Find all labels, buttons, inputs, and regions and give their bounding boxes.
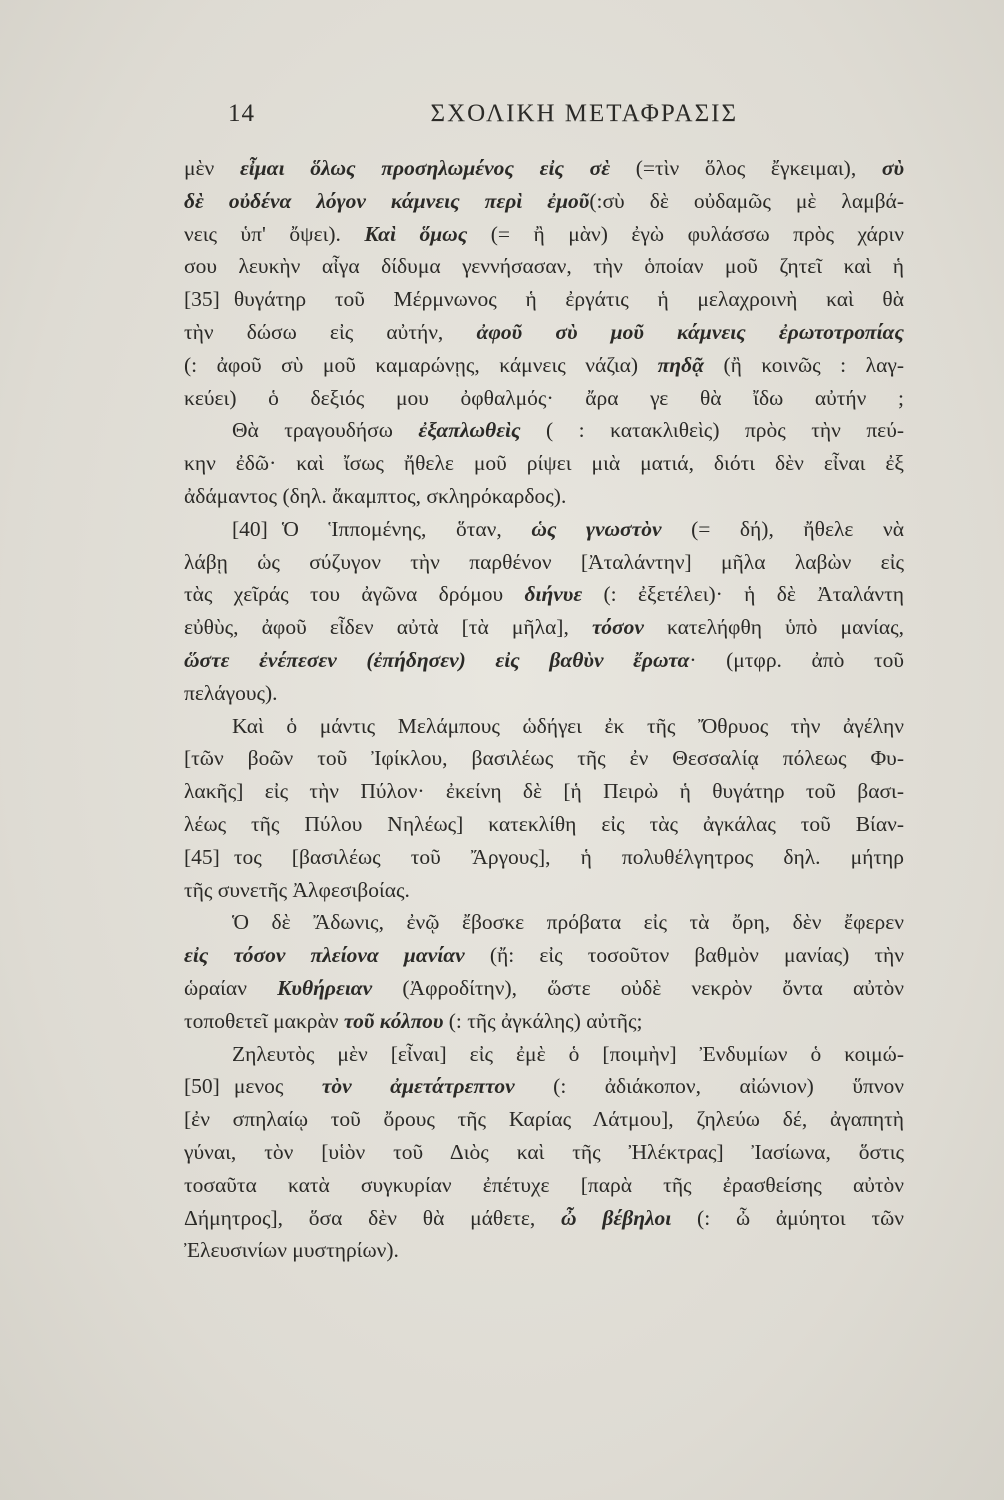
text-line <box>184 775 904 808</box>
text-segment: (= ἢ μὰν) ἐγὼ φυλάσσω πρὸς χάριν <box>467 221 904 246</box>
text-segment: ἀδάμαντος (δηλ. ἄκαμπτος, σκληρόκαρδος). <box>184 483 567 508</box>
text-segment: κην ἐδῶ· καὶ ἴσως ἤθελε μοῦ ρίψει μιὰ ματιά, διότι δὲν εἶναι ἐξ <box>184 451 904 476</box>
text-segment: Θὰ τραγουδήσω <box>232 418 419 443</box>
text-segment: (: ἐξετέλει)· ἡ δὲ Ἀταλάντη <box>582 582 904 607</box>
running-title: ΣΧΟΛΙΚΗ ΜΕΤΑΦΡΑΣΙΣ <box>430 100 738 127</box>
text-segment: λάβῃ ὡς σύζυγον τὴν παρθένον [Ἀταλάντην] μῆλα λαβὼν εἰς <box>184 549 904 574</box>
text-segment: Ζηλευτὸς μὲν [εἶναι] εἰς ἐμὲ ὁ [ποιμὴν] Ἐνδυμίων ὁ κοιμώ- <box>232 1041 904 1066</box>
text-segment: τοσαῦτα κατὰ συγκυρίαν ἐπέτυχε [παρὰ τῆς ἐρασθείσης αὐτὸν <box>184 1172 904 1197</box>
translated-phrase: ὡς γνωστὸν <box>531 516 662 541</box>
body-text <box>184 152 904 1267</box>
text-line <box>184 250 904 283</box>
text-line <box>184 710 904 743</box>
text-segment: (:σὺ δὲ οὐδαμῶς μὲ λαμβά- <box>589 188 904 213</box>
text-segment: σου λευκὴν αἶγα δίδυμα γεννήσασαν, τὴν ὁποίαν μοῦ ζητεῖ καὶ ἡ <box>184 254 904 279</box>
text-segment: (: τῆς ἀγκάλης) αὐτῆς; <box>443 1008 643 1033</box>
text-segment: (: ἀφοῦ σὺ μοῦ καμαρώνῃς, κάμνεις νάζια) <box>184 352 658 377</box>
text-segment: λέως τῆς Πύλου Νηλέως] κατεκλίθη εἰς τὰς ἀγκάλας τοῦ Βίαν- <box>184 811 904 836</box>
translated-phrase: τὸν ἀμετάτρεπτον <box>321 1074 515 1099</box>
translated-phrase: ὦ βέβηλοι <box>561 1205 672 1230</box>
text-segment: [ἐν σπηλαίῳ τοῦ ὄρους τῆς Καρίας Λάτμου], ζηλεύω δέ, ἀγαπητὴ <box>184 1107 904 1132</box>
translated-phrase: Καὶ ὅμως <box>364 221 468 246</box>
text-segment: νεις ὑπ' ὄψει). <box>184 221 365 246</box>
text-line <box>184 513 904 546</box>
text-segment: (ἢ κοινῶς : λαγ- <box>704 352 904 377</box>
text-line <box>184 1038 904 1071</box>
text-line <box>184 546 904 579</box>
translated-phrase: διήνυε <box>524 582 583 607</box>
text-line <box>184 644 904 677</box>
text-segment: κεύει) ὁ δεξιός μου ὀφθαλμός· ἄρα γε θὰ ἴδω αὐτήν ; <box>184 385 904 410</box>
text-segment: κατελήφθη ὑπὸ μανίας, <box>643 615 904 640</box>
text-line <box>184 447 904 480</box>
text-segment: τὰς χεῖράς του ἀγῶνα δρόμου <box>184 582 525 607</box>
translated-phrase: σὺ <box>881 156 904 180</box>
translated-phrase: εἶμαι ὅλως προσηλωμένος εἰς σὲ <box>239 156 611 180</box>
text-line <box>184 808 904 841</box>
translated-phrase: τοῦ κόλπου <box>343 1008 444 1033</box>
text-line <box>184 578 904 611</box>
text-segment: τῆς συνετῆς Ἀλφεσιβοίας. <box>184 877 410 902</box>
text-segment: Δήμητρος], ὅσα δὲν θὰ μάθετε, <box>184 1205 562 1230</box>
translated-phrase: εἰς τόσον πλείονα μανίαν <box>184 943 465 968</box>
text-segment: εὐθὺς, ἀφοῦ εἶδεν αὐτὰ [τὰ μῆλα], <box>184 615 592 640</box>
text-line <box>184 349 904 382</box>
text-line <box>184 1169 904 1202</box>
text-segment: μὲν <box>184 156 240 180</box>
text-line <box>184 185 904 218</box>
text-line <box>184 414 904 447</box>
text-line <box>184 972 904 1005</box>
text-segment: (Ἀφροδίτην), ὥστε οὐδὲ νεκρὸν ὄντα αὐτὸν <box>372 975 904 1000</box>
translated-phrase: τόσον <box>591 615 644 640</box>
text-segment: τος [βασιλέως τοῦ Ἄργους], ἡ πολυθέλγητρος δηλ. μήτηρ <box>233 844 904 869</box>
text-segment: μενος <box>233 1074 322 1099</box>
text-segment: Καὶ ὁ μάντις Μελάμπους ὡδήγει ἐκ τῆς Ὄθρυος τὴν ἀγέλην <box>232 713 904 738</box>
verse-line-number: [35] <box>184 287 220 312</box>
verse-line-number: [50] <box>184 1074 220 1099</box>
text-line <box>184 841 904 874</box>
text-line <box>184 1103 904 1136</box>
text-segment: θυγάτηρ τοῦ Μέρμνωνος ἡ ἐργάτις ἡ μελαχροινὴ καὶ θὰ <box>233 287 904 312</box>
text-line <box>184 1136 904 1169</box>
text-line <box>184 480 904 513</box>
verse-line-number: [40] <box>232 516 268 541</box>
text-line <box>184 1234 904 1267</box>
text-segment: γύναι, τὸν [υἱὸν τοῦ Διὸς καὶ τῆς Ἠλέκτρας] Ἰασίωνα, ὅστις <box>184 1139 904 1164</box>
text-segment: ( : κατακλιθεὶς) πρὸς τὴν πεύ- <box>520 418 904 443</box>
text-segment: (: ἀδιάκοπον, αἰώνιον) ὕπνον <box>514 1074 904 1099</box>
translated-phrase: ἀφοῦ σὺ μοῦ κάμνεις ἐρωτοτροπίας <box>476 319 904 344</box>
translated-phrase: Κυθήρειαν <box>277 975 373 1000</box>
text-segment: ὡραίαν <box>184 975 278 1000</box>
text-line <box>184 382 904 415</box>
text-line <box>184 874 904 907</box>
page-header <box>228 100 738 136</box>
text-segment: (: ὦ ἀμύητοι τῶν <box>671 1205 904 1230</box>
text-line <box>184 742 904 775</box>
text-line <box>184 677 904 710</box>
text-segment: (= δή), ἤθελε νὰ <box>661 516 904 541</box>
text-segment: τοποθετεῖ μακρὰν <box>184 1008 344 1033</box>
translated-phrase: πηδᾷ <box>657 352 705 377</box>
text-segment: πελάγους). <box>184 680 278 705</box>
text-line <box>184 218 904 251</box>
text-segment: (=τὶν ὅλος ἔγκειμαι), <box>610 156 882 180</box>
verse-line-number: [45] <box>184 844 220 869</box>
text-segment: τὴν δώσω εἰς αὐτήν, <box>184 319 477 344</box>
translated-phrase: ὥστε ἐνέπεσεν (ἐπήδησεν) εἰς βαθὺν ἔρωτα <box>184 647 690 672</box>
text-segment: Ὁ Ἱππομένης, ὅταν, <box>281 516 532 541</box>
text-segment: Ἐλευσινίων μυστηρίων). <box>184 1238 399 1263</box>
text-line <box>184 1070 904 1103</box>
text-segment: [τῶν βοῶν τοῦ Ἰφίκλου, βασιλέως τῆς ἐν Θεσσαλίᾳ πόλεως Φυ- <box>184 746 904 771</box>
text-segment: λακῆς] εἰς τὴν Πύλον· ἐκείνη δὲ [ἡ Πειρὼ ἡ θυγάτηρ τοῦ βασι- <box>184 779 904 804</box>
text-line <box>184 1005 904 1038</box>
text-line <box>184 1202 904 1235</box>
text-line <box>184 152 904 185</box>
text-line <box>184 906 904 939</box>
text-segment: Ὁ δὲ Ἄδωνις, ἐνῷ ἔβοσκε πρόβατα εἰς τὰ ὄρη, δὲν ἔφερεν <box>232 910 904 935</box>
text-segment: · (μτφρ. ἀπὸ τοῦ <box>689 647 904 672</box>
text-line <box>184 316 904 349</box>
text-segment: (ἤ: εἰς τοσοῦτον βαθμὸν μανίας) τὴν <box>464 943 904 968</box>
translated-phrase: δὲ οὐδένα λόγον κάμνεις περὶ ἐμοῦ <box>184 188 590 213</box>
translated-phrase: ἐξαπλωθεὶς <box>418 418 521 443</box>
text-line <box>184 611 904 644</box>
text-line <box>184 939 904 972</box>
page-number: 14 <box>228 100 255 127</box>
text-line <box>184 283 904 316</box>
